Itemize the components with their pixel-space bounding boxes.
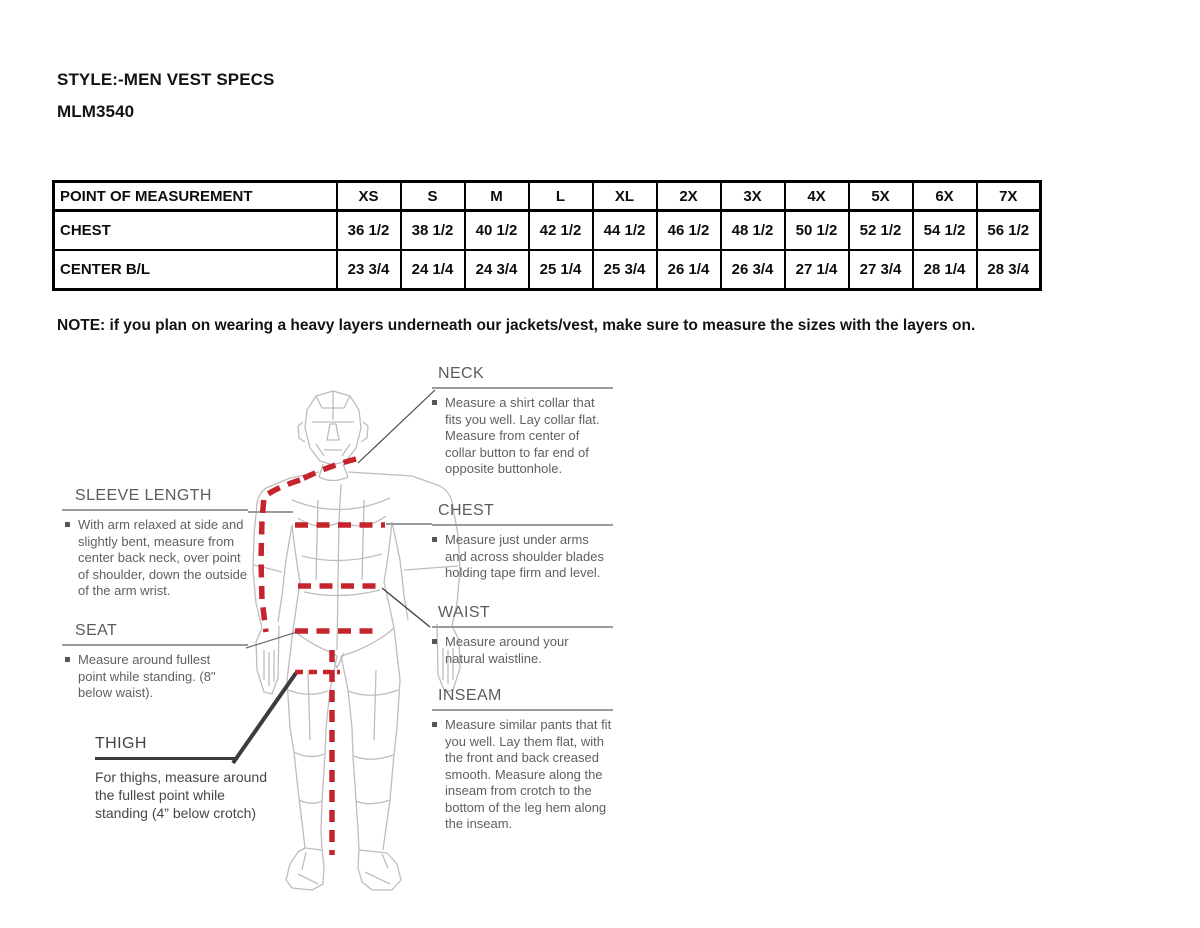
size-cell: 23 3/4 [337, 250, 401, 290]
size-cell: 52 1/2 [849, 211, 913, 251]
col-header: 2X [657, 182, 721, 211]
table-header-row [54, 182, 1041, 211]
thigh-title: THIGH [95, 735, 238, 760]
neck-title: NECK [432, 365, 613, 389]
size-cell: 25 3/4 [593, 250, 657, 290]
inseam-section [432, 687, 613, 833]
style-title: STYLE:-MEN VEST SPECS [57, 70, 275, 89]
sleeve-length-text: With arm relaxed at side and slightly bent, measure from center back neck, over point of shoulder, down the outside of the arm wrist. [78, 517, 248, 598]
seat-title: SEAT [62, 622, 248, 646]
size-cell: 40 1/2 [465, 211, 529, 251]
row-label: CENTER B/L [54, 250, 337, 290]
size-cell: 24 3/4 [465, 250, 529, 290]
col-header: 6X [913, 182, 977, 211]
col-header: POINT OF MEASUREMENT [54, 182, 337, 211]
size-cell: 38 1/2 [401, 211, 465, 251]
bullet-icon [432, 722, 437, 727]
chest-text: Measure just under arms and across shoulder blades holding tape firm and level. [445, 532, 604, 580]
row-label: CHEST [54, 211, 337, 251]
size-cell: 28 1/4 [913, 250, 977, 290]
waist-title: WAIST [432, 604, 613, 628]
neck-text: Measure a shirt collar that fits you well. Lay collar flat. Measure from center of collar button to far end of opposite buttonhole. [445, 395, 600, 476]
thigh-section [95, 735, 267, 822]
col-header: XS [337, 182, 401, 211]
size-cell: 27 1/4 [785, 250, 849, 290]
bullet-icon [432, 639, 437, 644]
size-cell: 26 1/4 [657, 250, 721, 290]
size-cell: 42 1/2 [529, 211, 593, 251]
inseam-text: Measure similar pants that fit you well. Lay them flat, with the front and back creased smooth. Measure along the inseam from crotch to the bottom of the leg hem along the inseam. [445, 717, 612, 831]
seat-section [62, 622, 248, 702]
inseam-title: INSEAM [432, 687, 613, 711]
size-cell: 48 1/2 [721, 211, 785, 251]
col-header: M [465, 182, 529, 211]
table-row [54, 250, 1041, 290]
note-text: NOTE: if you plan on wearing a heavy layers underneath our jackets/vest, make sure to measure the sizes with the layers on. [57, 317, 976, 334]
size-cell: 56 1/2 [977, 211, 1041, 251]
size-cell: 36 1/2 [337, 211, 401, 251]
size-cell: 54 1/2 [913, 211, 977, 251]
chest-section [432, 502, 613, 582]
sleeve-length-section [62, 487, 248, 600]
waist-text: Measure around your natural waistline. [445, 634, 569, 666]
measurement-guide-diagram [60, 360, 620, 895]
col-header: XL [593, 182, 657, 211]
size-cell: 44 1/2 [593, 211, 657, 251]
col-header: 4X [785, 182, 849, 211]
size-cell: 26 3/4 [721, 250, 785, 290]
bullet-icon [432, 537, 437, 542]
size-cell: 28 3/4 [977, 250, 1041, 290]
measurement-lines [261, 459, 385, 855]
bullet-icon [65, 657, 70, 662]
chest-title: CHEST [432, 502, 613, 526]
col-header: 3X [721, 182, 785, 211]
size-cell: 24 1/4 [401, 250, 465, 290]
mannequin-outline [253, 391, 460, 890]
col-header: 5X [849, 182, 913, 211]
bullet-icon [65, 522, 70, 527]
size-cell: 46 1/2 [657, 211, 721, 251]
bullet-icon [432, 400, 437, 405]
sleeve-length-title: SLEEVE LENGTH [62, 487, 248, 511]
style-number: MLM3540 [57, 102, 135, 121]
seat-text: Measure around fullest point while standing. (8" below waist). [78, 652, 216, 700]
neck-section [432, 365, 613, 478]
waist-section [432, 604, 613, 667]
thigh-text: For thighs, measure around the fullest point while standing (4” below crotch) [95, 769, 267, 821]
size-spec-table [52, 180, 1042, 291]
size-cell: 50 1/2 [785, 211, 849, 251]
size-cell: 27 3/4 [849, 250, 913, 290]
col-header: S [401, 182, 465, 211]
size-cell: 25 1/4 [529, 250, 593, 290]
table-row [54, 211, 1041, 251]
col-header: 7X [977, 182, 1041, 211]
col-header: L [529, 182, 593, 211]
